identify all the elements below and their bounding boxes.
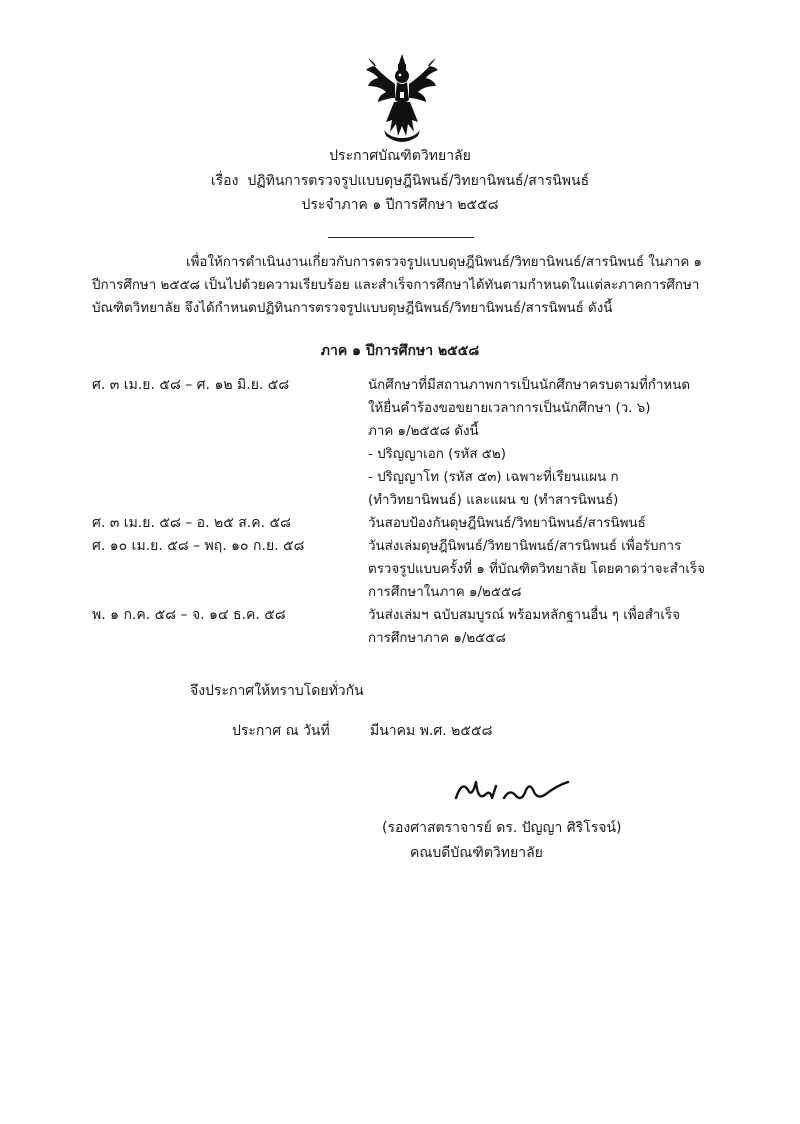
signature-image <box>452 768 582 810</box>
description-line: ให้ยื่นคำร้องขอขยายเวลาการเป็นนักศึกษา (ว. ๖) <box>368 401 651 416</box>
issuer-title: ประกาศบัณฑิตวิทยาลัย <box>329 148 471 164</box>
schedule-date: พ. ๑ ก.ค. ๕๘ – จ. ๑๔ ธ.ค. ๕๘ <box>92 607 286 623</box>
schedule-date: ศ. ๑๐ เม.ย. ๕๘ – พฤ. ๑๐ ก.ย. ๕๘ <box>92 538 305 554</box>
signer-name: (รองศาสตราจารย์ ดร. ปัญญา ศิริโรจน์) <box>382 820 622 836</box>
schedule-date: ศ. ๓ เม.ย. ๕๘ – อ. ๒๕ ส.ค. ๕๘ <box>92 515 291 531</box>
semester-heading: ภาค ๑ ปีการศึกษา ๒๕๕๘ <box>320 343 480 359</box>
schedule-description <box>368 512 712 535</box>
given-label: ประกาศ ณ วันที่ <box>232 723 330 739</box>
closing-statement: จึงประกาศให้ทราบโดยทั่วกัน <box>190 683 364 699</box>
schedule-row <box>92 535 712 604</box>
description-line: วันส่งเล่มดุษฎีนิพนธ์/วิทยานิพนธ์/สารนิพนธ์ เพื่อรับการ <box>368 539 682 554</box>
schedule-row <box>92 604 712 650</box>
subject-line <box>0 170 800 193</box>
description-line: - ปริญญาเอก (รหัส ๕๒) <box>368 447 506 462</box>
description-line: - ปริญญาโท (รหัส ๕๓) เฉพาะที่เรียนแผน ก <box>368 470 619 485</box>
given-date: มีนาคม พ.ศ. ๒๕๕๘ <box>370 723 493 739</box>
schedule-table <box>92 374 712 650</box>
intro-paragraph <box>92 251 702 320</box>
schedule-description <box>368 374 712 512</box>
schedule-description <box>368 535 712 604</box>
description-line: วันส่งเล่มฯ ฉบับสมบูรณ์ พร้อมหลักฐานอื่น ๆ เพื่อสำเร็จ <box>368 608 681 623</box>
description-line: วันสอบป้องกันดุษฎีนิพนธ์/วิทยานิพนธ์/สารนิพนธ์ <box>368 516 646 531</box>
header-divider <box>328 237 474 238</box>
description-line: การศึกษาในภาค ๑/๒๕๕๘ <box>368 585 522 600</box>
intro-line: เพื่อให้การดำเนินงานเกี่ยวกับการตรวจรูปแบบดุษฎีนิพนธ์/วิทยานิพนธ์/สารนิพนธ์ ในภาค ๑ <box>186 255 703 270</box>
intro-line: บัณฑิตวิทยาลัย จึงได้กำหนดปฏิทินการตรวจรูปแบบดุษฎีนิพนธ์/วิทยานิพนธ์/สารนิพนธ์ ดังนี้ <box>92 301 613 316</box>
description-line: ภาค ๑/๒๕๕๘ ดังนี้ <box>368 424 479 439</box>
description-line: (ทำวิทยานิพนธ์) และแผน ข (ทำสารนิพนธ์) <box>368 493 619 508</box>
intro-line: ปีการศึกษา ๒๕๕๘ เป็นไปด้วยความเรียบร้อย และสำเร็จการศึกษาได้ทันตามกำหนดในแต่ละภาคการศึกษา <box>92 278 700 293</box>
schedule-row <box>92 374 712 512</box>
schedule-date: ศ. ๓ เม.ย. ๕๘ – ศ. ๑๒ มิ.ย. ๕๘ <box>92 377 290 393</box>
description-line: การศึกษาภาค ๑/๒๕๕๘ <box>368 631 506 646</box>
schedule-row <box>92 512 712 535</box>
description-line: นักศึกษาที่มีสถานภาพการเป็นนักศึกษาครบตามที่กำหนด <box>368 378 691 393</box>
subject-prefix: เรื่อง <box>210 173 239 189</box>
signer-title: คณบดีบัณฑิตวิทยาลัย <box>410 845 543 861</box>
garuda-emblem-icon <box>364 52 440 142</box>
term-line: ประจำภาค ๑ ปีการศึกษา ๒๕๕๘ <box>301 197 499 213</box>
schedule-description <box>368 604 712 650</box>
subject-text: ปฏิทินการตรวจรูปแบบดุษฎีนิพนธ์/วิทยานิพนธ์/สารนิพนธ์ <box>247 173 590 189</box>
description-line: ตรวจรูปแบบครั้งที่ ๑ ที่บัณฑิตวิทยาลัย โดยคาดว่าจะสำเร็จ <box>368 562 705 577</box>
